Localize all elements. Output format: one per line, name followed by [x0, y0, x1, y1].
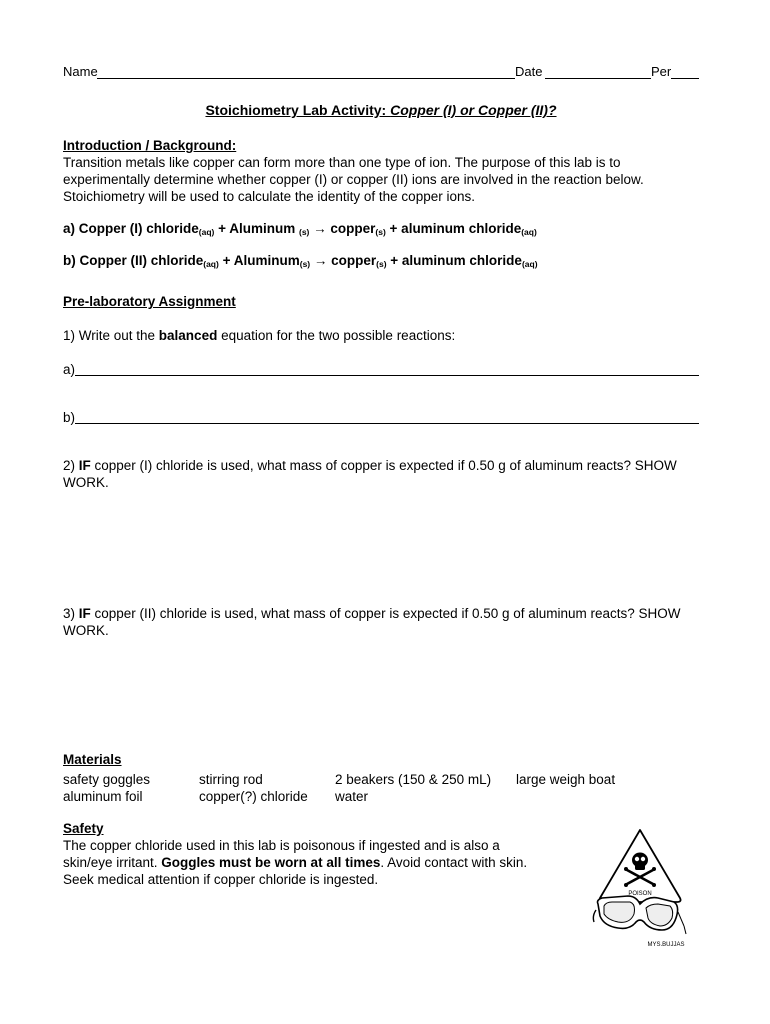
question-2 — [63, 457, 703, 491]
material-item: stirring rod — [199, 772, 263, 787]
poison-label: POISON — [628, 891, 652, 897]
eq-a-reactant1: a) Copper (I) chloride — [63, 221, 199, 236]
name-label: Name — [63, 64, 98, 79]
intro-line-3: Stoichiometry will be used to calculate the identity of the copper ions. — [63, 189, 475, 204]
question-3 — [63, 605, 703, 639]
safety-goggles-icon — [593, 896, 686, 948]
eq-b-reactant1: b) Copper (II) chloride — [63, 253, 204, 268]
eq-b-state2: (s) — [299, 259, 311, 269]
answer-a-line[interactable] — [63, 361, 699, 378]
safety-illustration — [592, 826, 688, 950]
answer-a-underline — [75, 375, 699, 376]
period-label: Per — [651, 64, 672, 79]
material-item: safety goggles — [63, 772, 151, 787]
materials-section — [63, 751, 699, 802]
eq-b-state3: (s) — [376, 259, 387, 269]
eq-b-state1: (aq) — [203, 259, 219, 269]
q3-text: copper (II) chloride is used, what mass of copper is expected if 0.50 g of aluminum reacts? SHOW WORK. — [63, 606, 681, 638]
equation-a — [63, 220, 537, 241]
header-line — [63, 64, 699, 82]
introduction-heading: Introduction / Background: — [63, 138, 237, 153]
intro-line-2: experimentally determine whether copper (I) or copper (II) ions are involved in the reaction below. — [63, 172, 644, 187]
name-field[interactable] — [97, 78, 515, 79]
eq-a-product2: + aluminum chloride — [385, 221, 522, 236]
safety-heading: Safety — [63, 821, 104, 836]
q2-bold: IF — [78, 458, 91, 473]
answer-b-line[interactable] — [63, 409, 699, 426]
q1-text-pre: 1) Write out the — [63, 328, 159, 343]
question-1 — [63, 327, 703, 344]
eq-a-state4: (aq) — [521, 227, 537, 237]
date-label: Date — [515, 64, 543, 79]
safety-text — [63, 837, 533, 888]
safety-text-bold: Goggles must be worn at all times — [161, 855, 381, 870]
title-main: Stoichiometry Lab Activity: — [205, 102, 391, 118]
q1-text-post: equation for the two possible reactions: — [217, 328, 456, 343]
prelab-heading: Pre-laboratory Assignment — [63, 294, 236, 309]
goggles-caption: MYS.BUJJAS — [647, 942, 685, 948]
safety-section — [63, 820, 533, 888]
title-italic: Copper (I) or Copper (II)? — [390, 102, 557, 118]
q1-text-bold: balanced — [158, 328, 218, 343]
q3-number: 3) — [63, 606, 79, 621]
safety-text-2: . Avoid contact with skin. Seek medical attention if copper chloride is ingested. — [63, 855, 528, 887]
eq-b-product1: → copper — [310, 253, 377, 268]
eq-a-product1: → copper — [309, 221, 376, 236]
eq-a-reactant2: + Aluminum — [214, 221, 299, 236]
materials-list — [63, 768, 699, 802]
eq-b-state4: (aq) — [521, 259, 538, 269]
eq-a-state1: (aq) — [198, 227, 215, 237]
q2-text: copper (I) chloride is used, what mass of copper is expected if 0.50 g of aluminum reacts? SHOW WORK. — [63, 458, 677, 490]
eq-b-product2: + aluminum chloride — [386, 253, 522, 268]
answer-b-underline — [75, 423, 699, 424]
equation-b — [63, 252, 538, 273]
page-title — [63, 102, 699, 119]
materials-heading: Materials — [63, 752, 122, 767]
intro-line-1: Transition metals like copper can form more than one type of ion. The purpose of this lab is to — [63, 155, 621, 170]
introduction-section — [63, 137, 699, 205]
eq-a-state3: (s) — [375, 227, 386, 237]
material-item: water — [335, 789, 369, 804]
q2-number: 2) — [63, 458, 79, 473]
period-field[interactable] — [671, 78, 699, 79]
poison-warning-icon — [599, 830, 680, 902]
q3-bold: IF — [78, 606, 91, 621]
eq-b-reactant2: + Aluminum — [218, 253, 300, 268]
answer-a-label: a) — [63, 362, 76, 377]
date-field[interactable] — [545, 78, 651, 79]
answer-b-label: b) — [63, 410, 76, 425]
material-item: large weigh boat — [516, 772, 616, 787]
material-item: 2 beakers (150 & 250 mL) — [335, 772, 492, 787]
material-item: copper(?) chloride — [199, 789, 308, 804]
material-item: aluminum foil — [63, 789, 143, 804]
safety-text-1: The copper chloride used in this lab is poisonous if ingested and is also a skin/eye irritant. — [63, 838, 500, 870]
eq-a-state2: (s) — [299, 227, 310, 237]
